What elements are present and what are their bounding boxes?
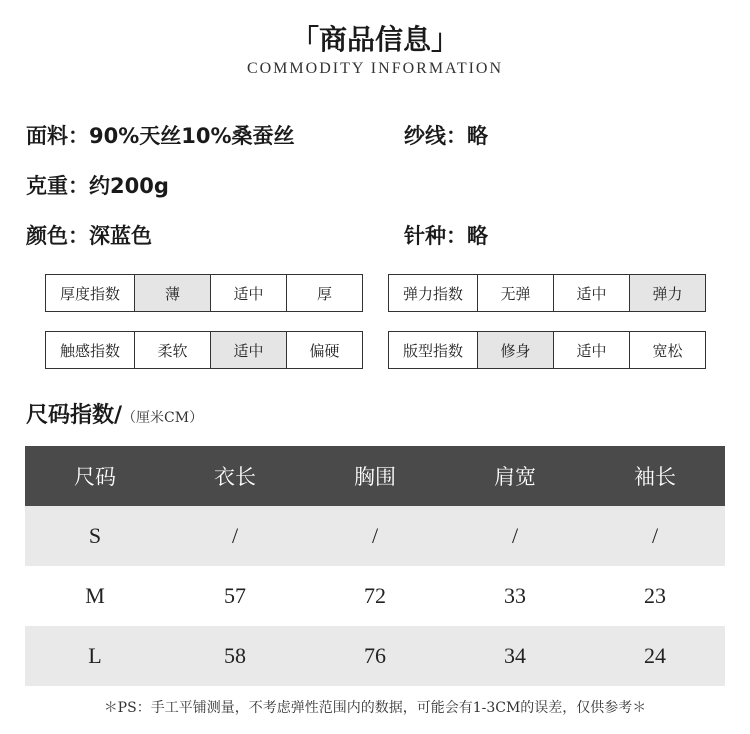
- index-option: 适中: [211, 275, 287, 312]
- table-row: [25, 506, 725, 566]
- table-cell: L: [25, 626, 165, 686]
- table-cell: 72: [305, 566, 445, 626]
- size-unit-text: （厘米CM）: [122, 410, 204, 426]
- header-cell: 肩宽: [445, 446, 585, 506]
- thickness-index-table: [45, 274, 363, 312]
- measurement-note: ＊PS：手工平铺测量，不考虑弹性范围内的数据，可能会有1-3CM的误差，仅供参考＊: [103, 700, 647, 716]
- size-table-header: [25, 446, 725, 506]
- table-cell: /: [585, 506, 725, 566]
- fabric-spec: 面料：90%天丝10%桑蚕丝: [26, 124, 295, 148]
- elasticity-index-table: [388, 274, 706, 312]
- table-cell: 24: [585, 626, 725, 686]
- index-option: 无弹: [478, 275, 554, 312]
- header-cell: 衣长: [165, 446, 305, 506]
- table-cell: 76: [305, 626, 445, 686]
- size-table: [25, 446, 725, 686]
- header-cell: 尺码: [25, 446, 165, 506]
- table-cell: /: [445, 506, 585, 566]
- table-cell: 23: [585, 566, 725, 626]
- table-row: [25, 626, 725, 686]
- table-cell: 57: [165, 566, 305, 626]
- page-subtitle: COMMODITY INFORMATION: [246, 60, 504, 77]
- index-option: 适中: [211, 332, 287, 369]
- needle-spec: 针种：略: [404, 224, 488, 248]
- index-option: 适中: [554, 275, 630, 312]
- index-option: 适中: [554, 332, 630, 369]
- table-cell: 33: [445, 566, 585, 626]
- touch-index-table: [45, 331, 363, 369]
- index-option: 弹力: [630, 275, 706, 312]
- table-cell: M: [25, 566, 165, 626]
- header-cell: 袖长: [585, 446, 725, 506]
- index-option: 薄: [135, 275, 211, 312]
- index-option: 修身: [478, 332, 554, 369]
- header-cell: 胸围: [305, 446, 445, 506]
- table-row: [25, 566, 725, 626]
- index-option: 宽松: [630, 332, 706, 369]
- index-label: 弹力指数: [389, 275, 478, 312]
- size-section-title: [26, 398, 203, 429]
- color-spec: 颜色：深蓝色: [26, 224, 152, 248]
- table-cell: /: [305, 506, 445, 566]
- index-label: 版型指数: [389, 332, 478, 369]
- index-option: 柔软: [135, 332, 211, 369]
- table-cell: S: [25, 506, 165, 566]
- yarn-spec: 纱线：略: [404, 124, 488, 148]
- index-label: 厚度指数: [46, 275, 135, 312]
- page-title: 「商品信息」: [290, 23, 459, 56]
- table-cell: 34: [445, 626, 585, 686]
- table-cell: /: [165, 506, 305, 566]
- index-label: 触感指数: [46, 332, 135, 369]
- index-option: 厚: [287, 275, 363, 312]
- size-title-text: 尺码指数/: [26, 403, 123, 428]
- table-cell: 58: [165, 626, 305, 686]
- weight-spec: 克重：约200g: [26, 174, 169, 198]
- fit-index-table: [388, 331, 706, 369]
- index-option: 偏硬: [287, 332, 363, 369]
